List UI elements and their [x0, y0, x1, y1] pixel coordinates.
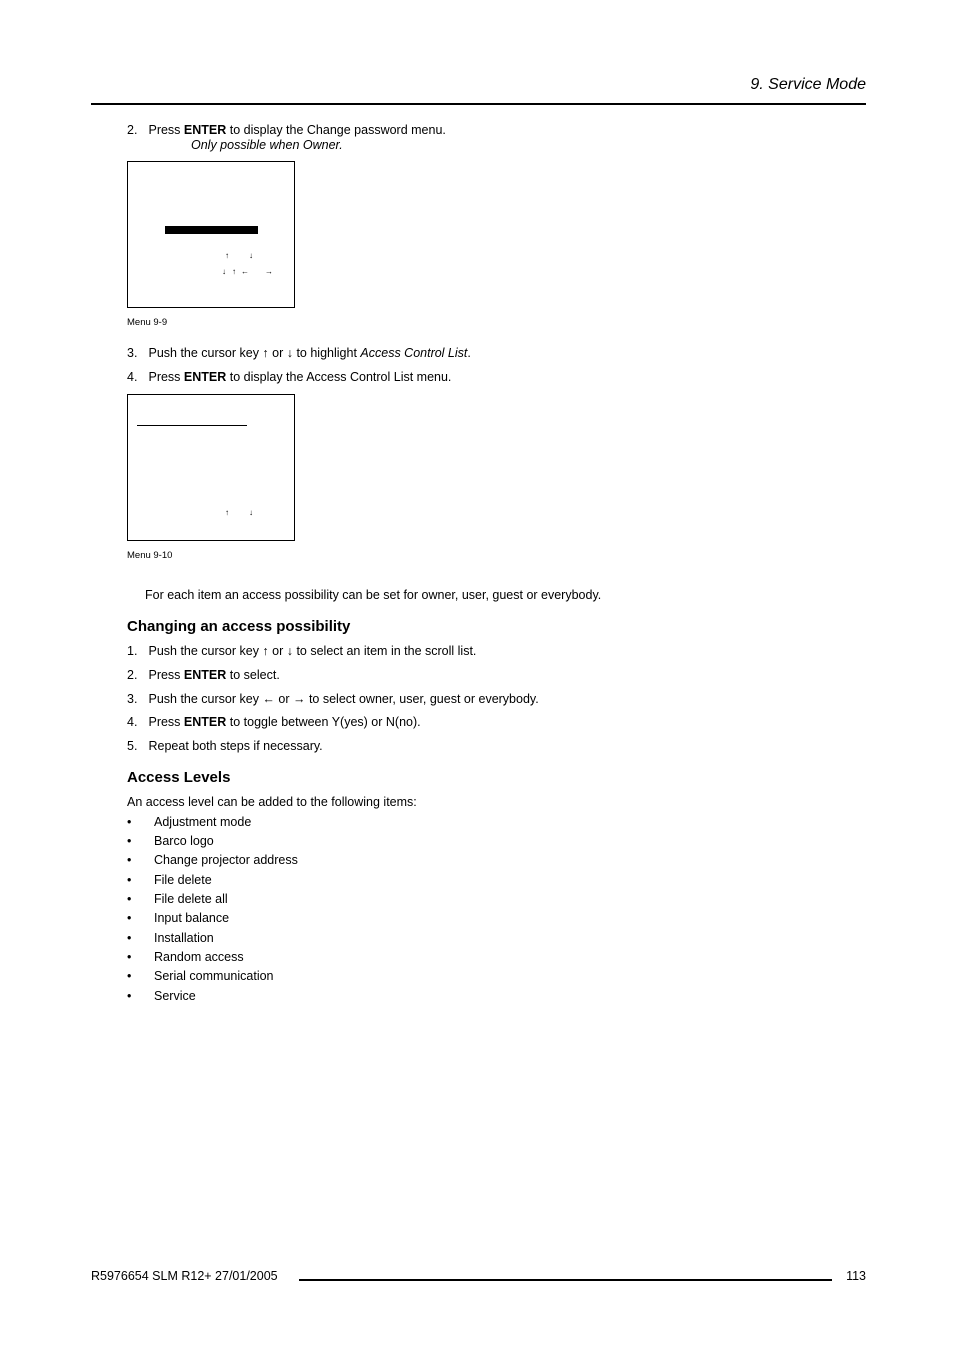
list-item-label: Service — [154, 989, 196, 1003]
step-text-post: to display the Access Control List menu. — [226, 370, 452, 384]
step-text-post: to select. — [226, 668, 280, 682]
section-title: 9. Service Mode — [750, 76, 866, 93]
step-text-pre: Push the cursor key ↑ or ↓ to highlight — [148, 346, 361, 360]
bullet-icon: • — [127, 815, 132, 829]
owner-note: Only possible when Owner. — [191, 138, 343, 152]
list-item — [127, 873, 212, 887]
bullet-icon: • — [127, 853, 132, 867]
step-item — [127, 692, 539, 706]
step-number: 4. — [127, 370, 138, 384]
step-text-post: to toggle between Y(yes) or N(no). — [226, 715, 421, 729]
step-text-pre: Press — [148, 123, 184, 137]
section-heading: Changing an access possibility — [127, 618, 351, 635]
bullet-icon: • — [127, 892, 132, 906]
step-item — [127, 739, 323, 753]
step-item — [127, 644, 476, 658]
bullet-icon: • — [127, 911, 132, 925]
arrow-left-icon: ← — [241, 267, 249, 276]
step-text-pre: Push the cursor key ↑ or ↓ to select an item in the scroll list. — [148, 644, 477, 658]
step-text-pre: Repeat both steps if necessary. — [148, 739, 323, 753]
bullet-icon: • — [127, 969, 132, 983]
menu-9-9-box — [127, 161, 295, 308]
step-item — [127, 370, 451, 384]
step-text-italic: Access Control List — [360, 346, 468, 360]
menu-caption: Menu 9-10 — [127, 550, 173, 561]
step-text-pre: Press — [148, 668, 184, 682]
step-number: 3. — [127, 346, 138, 360]
step-number: 3. — [127, 692, 138, 706]
header-rule — [91, 103, 866, 105]
step-number: 2. — [127, 668, 138, 682]
list-item-label: Change projector address — [154, 853, 298, 867]
step-text-bold: ENTER — [183, 370, 227, 384]
body-paragraph: For each item an access possibility can be set for owner, user, guest or everybody. — [145, 588, 602, 602]
list-item-label: Adjustment mode — [154, 815, 252, 829]
list-item — [127, 892, 228, 906]
highlight-bar — [165, 226, 258, 234]
bullet-icon: • — [127, 834, 132, 848]
arrow-down-icon: ↓ — [249, 508, 253, 517]
section-heading: Access Levels — [127, 769, 231, 786]
step-item — [127, 346, 471, 360]
step-number: 4. — [127, 715, 138, 729]
title-underline — [137, 425, 247, 426]
step-number: 5. — [127, 739, 138, 753]
list-item — [127, 834, 214, 848]
step-number: 1. — [127, 644, 138, 658]
list-item-label: Serial communication — [154, 969, 274, 983]
list-item — [127, 950, 244, 964]
list-item — [127, 911, 229, 925]
menu-9-10-box — [127, 394, 295, 541]
list-item-label: Barco logo — [154, 834, 214, 848]
bullet-icon: • — [127, 989, 132, 1003]
step-text-post: to display the Change password menu. — [226, 123, 446, 137]
page-number: 113 — [846, 1269, 866, 1283]
step-text-pre: Press — [148, 715, 184, 729]
list-item — [127, 931, 214, 945]
bullet-icon: • — [127, 931, 132, 945]
intro-text: An access level can be added to the following items: — [127, 795, 417, 809]
footer-rule — [299, 1279, 832, 1281]
arrow-right-icon: → — [265, 267, 273, 276]
arrow-up-icon: ↑ — [225, 508, 229, 517]
list-item — [127, 989, 196, 1003]
step-text-post: . — [467, 346, 471, 360]
step-item — [127, 123, 446, 137]
arrow-down-icon: ↓ — [222, 267, 226, 276]
step-text-bold: ENTER — [183, 123, 227, 137]
list-item-label: File delete — [154, 873, 212, 887]
list-item-label: File delete all — [154, 892, 228, 906]
bullet-icon: • — [127, 873, 132, 887]
step-number: 2. — [127, 123, 138, 137]
list-item — [127, 853, 298, 867]
step-text-bold: ENTER — [183, 668, 227, 682]
list-item-label: Random access — [154, 950, 244, 964]
list-item — [127, 815, 251, 829]
step-item — [127, 715, 421, 729]
arrow-down-icon: ↓ — [249, 251, 253, 260]
list-item-label: Input balance — [154, 911, 230, 925]
arrow-up-icon: ↑ — [225, 251, 229, 260]
step-text-pre: Push the cursor key ← or → to select owner, user, guest or everybody. — [148, 692, 539, 706]
list-item — [127, 969, 274, 983]
arrow-up-icon: ↑ — [232, 267, 236, 276]
list-item-label: Installation — [154, 931, 214, 945]
step-item — [127, 668, 280, 682]
bullet-icon: • — [127, 950, 132, 964]
step-text-bold: ENTER — [183, 715, 227, 729]
footer-doc-info: R5976654 SLM R12+ 27/01/2005 — [91, 1269, 278, 1283]
menu-caption: Menu 9-9 — [127, 317, 168, 328]
step-text-pre: Press — [148, 370, 184, 384]
